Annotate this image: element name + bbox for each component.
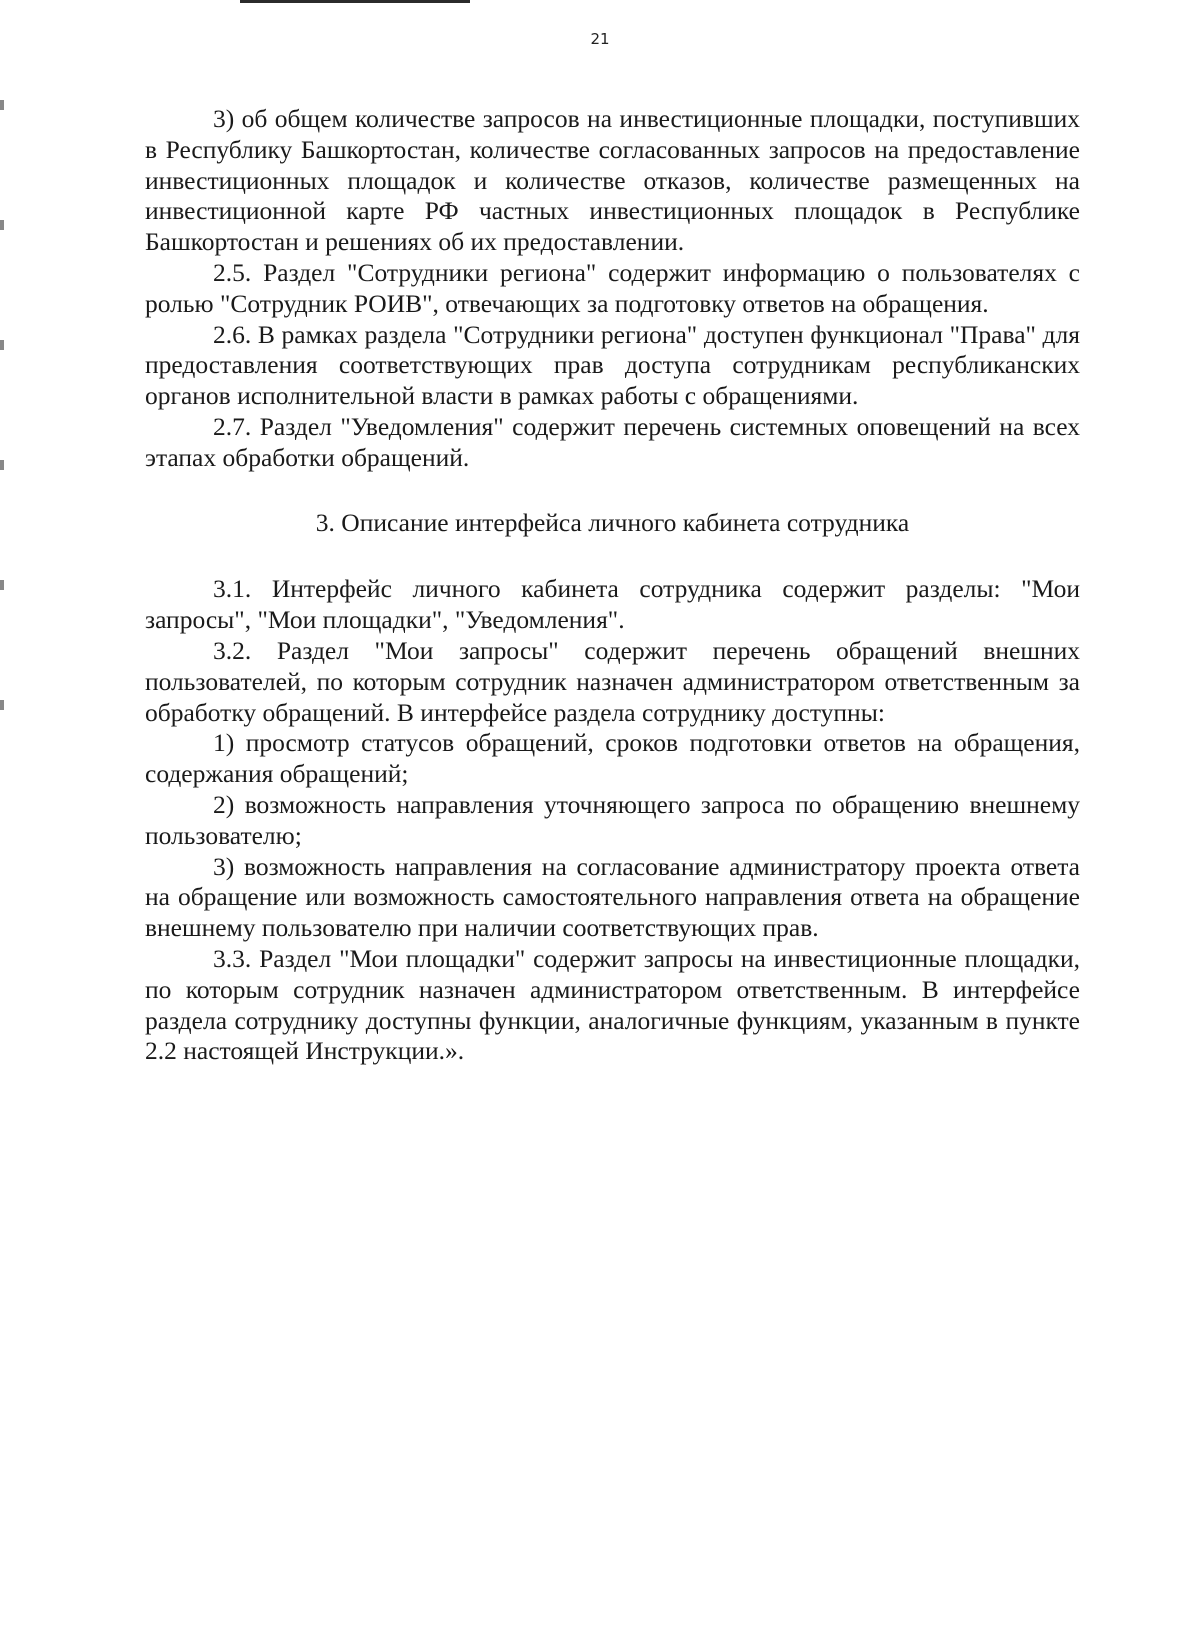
document-body: [145, 104, 1080, 1067]
paragraph-list-3: 3) возможность направления на согласование администратору проекта ответа на обращение или возможность самостоятельного направления ответа на обращение внешнему пользователю при наличии соответствующих прав.: [145, 851, 1080, 943]
page-number: 21: [590, 30, 610, 48]
paragraph-2-6: 2.6. В рамках раздела "Сотрудники региона" доступен функционал "Права" для предоставления соответствующих прав доступа сотрудникам республиканских органов исполнительной власти в рамках работы с обращениями.: [145, 319, 1080, 411]
scan-edge-mark: [240, 0, 470, 3]
paragraph-2-5: 2.5. Раздел "Сотрудники региона" содержит информацию о пользователях с ролью "Сотрудник РОИВ", отвечающих за подготовку ответов на обращения.: [145, 257, 1080, 318]
paragraph-2-7: 2.7. Раздел "Уведомления" содержит перечень системных оповещений на всех этапах обработки обращений.: [145, 411, 1080, 472]
paragraph-3-1: 3.1. Интерфейс личного кабинета сотрудника содержит разделы: "Мои запросы", "Мои площадки", "Уведомления".: [145, 574, 1080, 635]
paragraph-list-2: 2) возможность направления уточняющего запроса по обращению внешнему пользователю;: [145, 789, 1080, 850]
scan-binding-marks: [0, 100, 4, 800]
section-heading: 3. Описание интерфейса личного кабинета сотрудника: [315, 507, 910, 537]
paragraph-list-1: 1) просмотр статусов обращений, сроков подготовки ответов на обращения, содержания обращений;: [145, 728, 1080, 789]
paragraph-3-3: 3.3. Раздел "Мои площадки" содержит запросы на инвестиционные площадки, по которым сотрудник назначен администратором ответственным. В интерфейсе раздела сотруднику доступны функции, аналогичные функциям, указанным в пункте 2.2 настоящей Инструкции.».: [145, 943, 1080, 1066]
paragraph-item-3: 3) об общем количестве запросов на инвестиционные площадки, поступивших в Республику Башкортостан, количестве согласованных запросов на предоставление инвестиционных площадок и количестве отказов, количестве размещенных на инвестиционной карте РФ частных инвестиционных площадок в Республике Башкортостан и решениях об их предоставлении.: [145, 104, 1080, 257]
paragraph-3-2: 3.2. Раздел "Мои запросы" содержит перечень обращений внешних пользователей, по которым сотрудник назначен администратором ответственным за обработку обращений. В интерфейсе раздела сотруднику доступны:: [145, 635, 1080, 727]
